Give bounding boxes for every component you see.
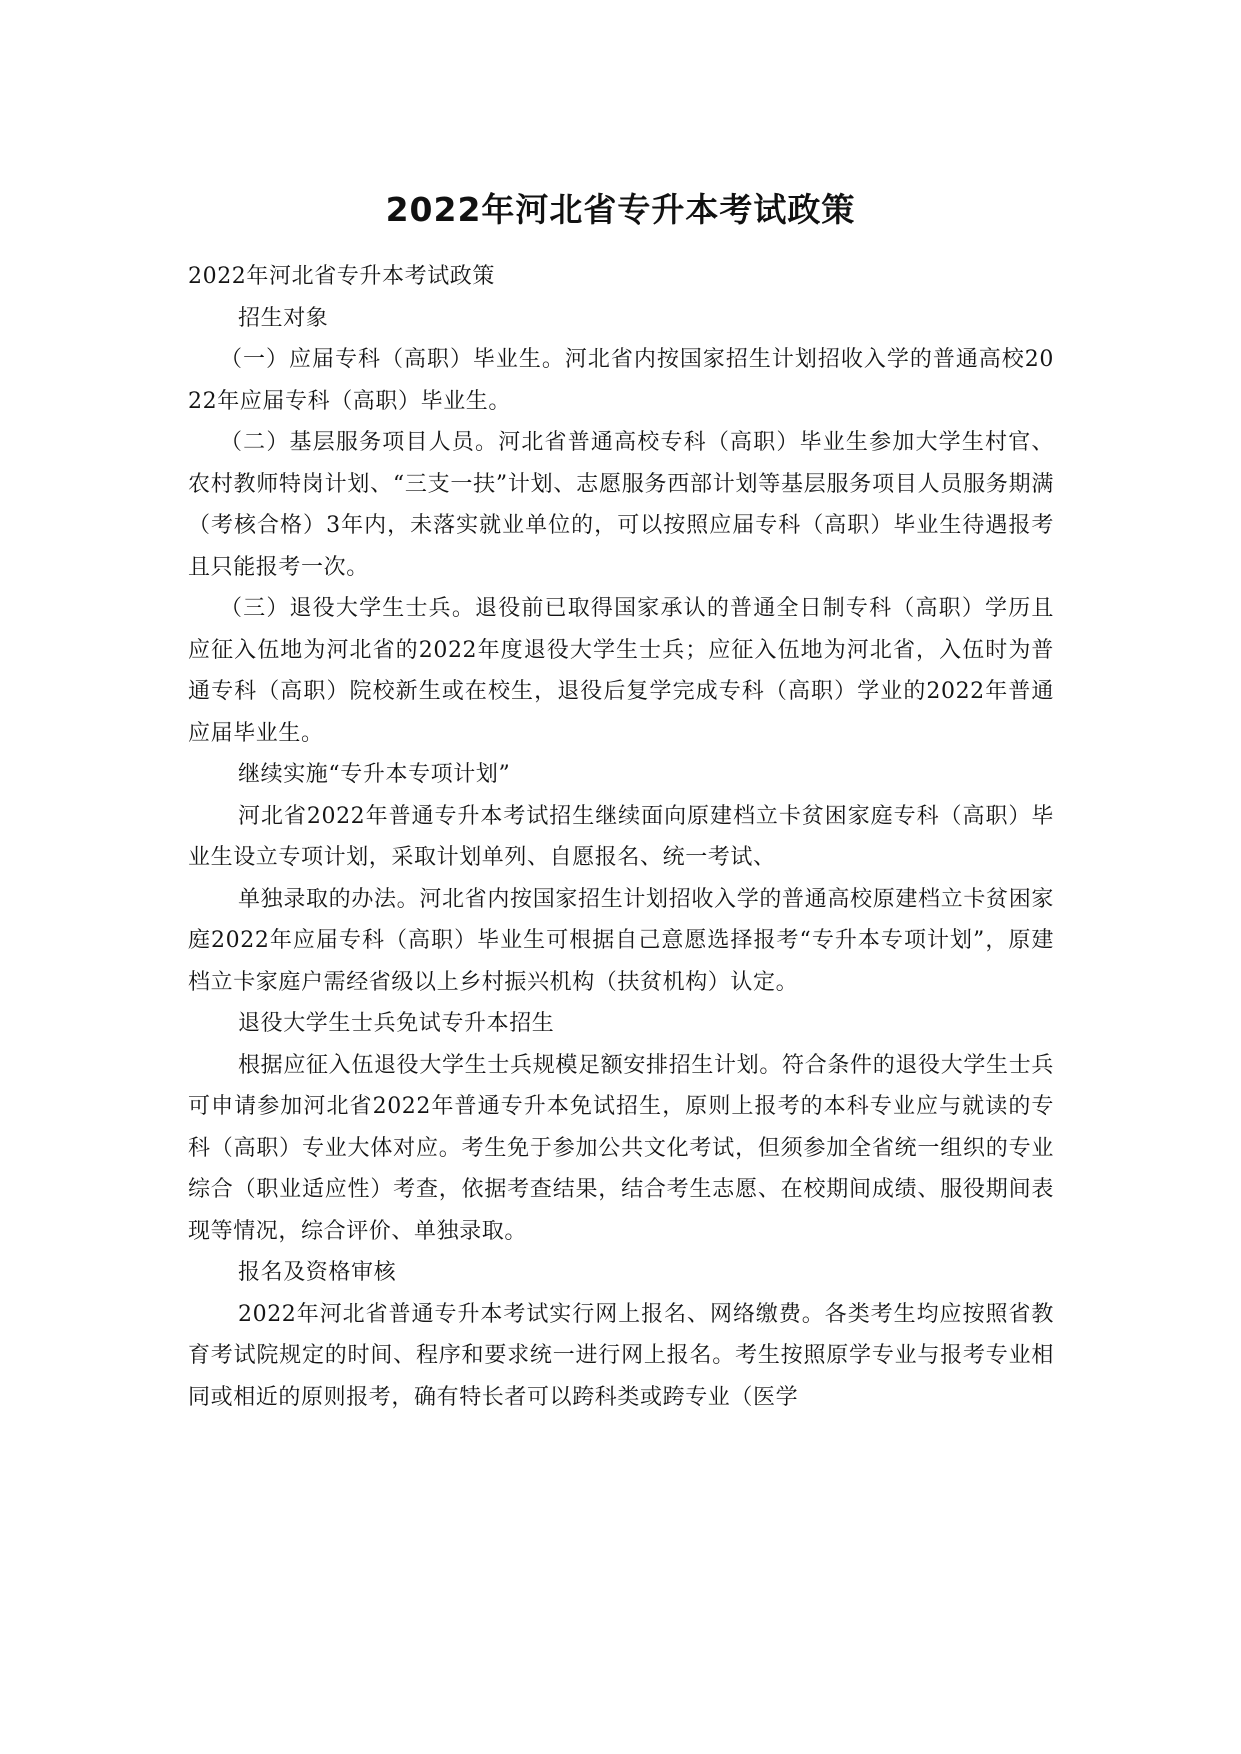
paragraph-item-1: （一）应届专科（高职）毕业生。河北省内按国家招生计划招收入学的普通高校2022年应届专科（高职）毕业生。 bbox=[188, 347, 1054, 414]
paragraph-special-plan-2: 单独录取的办法。河北省内按国家招生计划招收入学的普通高校原建档立卡贫困家庭2022年应届专科（高职）毕业生可根据自己意愿选择报考“专升本专项计划”，原建档立卡家庭户需经省级以上乡村振兴机构（扶贫机构）认定。 bbox=[188, 886, 1054, 995]
section-heading-admission-targets: 招生对象 bbox=[238, 305, 329, 331]
paragraph-registration: 2022年河北省普通专升本考试实行网上报名、网络缴费。各类考生均应按照省教育考试院规定的时间、程序和要求统一进行网上报名。考生按照原学专业与报考专业相同或相近的原则报考，确有特长者可以跨科类或跨专业（医学 bbox=[188, 1301, 1054, 1410]
document-body bbox=[188, 256, 1054, 1418]
paragraph-veteran-exempt: 根据应征入伍退役大学生士兵规模足额安排招生计划。符合条件的退役大学生士兵可申请参加河北省2022年普通专升本免试招生，原则上报考的本科专业应与就读的专科（高职）专业大体对应。考生免于参加公共文化考试，但须参加全省统一组织的专业综合（职业适应性）考查，依据考查结果，结合考生志愿、在校期间成绩、服役期间表现等情况，综合评价、单独录取。 bbox=[188, 1052, 1054, 1244]
paragraph-item-3: （三）退役大学生士兵。退役前已取得国家承认的普通全日制专科（高职）学历且应征入伍地为河北省的2022年度退役大学生士兵；应征入伍地为河北省，入伍时为普通专科（高职）院校新生或在校生，退役后复学完成专科（高职）学业的2022年普通应届毕业生。 bbox=[188, 596, 1054, 746]
section-heading-veteran-exempt: 退役大学生士兵免试专升本招生 bbox=[238, 1011, 555, 1036]
section-heading-registration: 报名及资格审核 bbox=[238, 1260, 397, 1285]
paragraph-subtitle: 2022年河北省专升本考试政策 bbox=[188, 264, 495, 289]
paragraph-item-2: （二）基层服务项目人员。河北省普通高校专科（高职）毕业生参加大学生村官、农村教师特岗计划、“三支一扶”计划、志愿服务西部计划等基层服务项目人员服务期满（考核合格）3年内，未落实就业单位的，可以按照应届专科（高职）毕业生待遇报考且只能报考一次。 bbox=[188, 430, 1054, 580]
paragraph-special-plan-1: 河北省2022年普通专升本考试招生继续面向原建档立卡贫困家庭专科（高职）毕业生设立专项计划，采取计划单列、自愿报名、统一考试、 bbox=[188, 803, 1054, 870]
section-heading-special-plan: 继续实施“专升本专项计划” bbox=[238, 762, 511, 787]
document-title: 2022年河北省专升本考试政策 bbox=[385, 190, 856, 229]
